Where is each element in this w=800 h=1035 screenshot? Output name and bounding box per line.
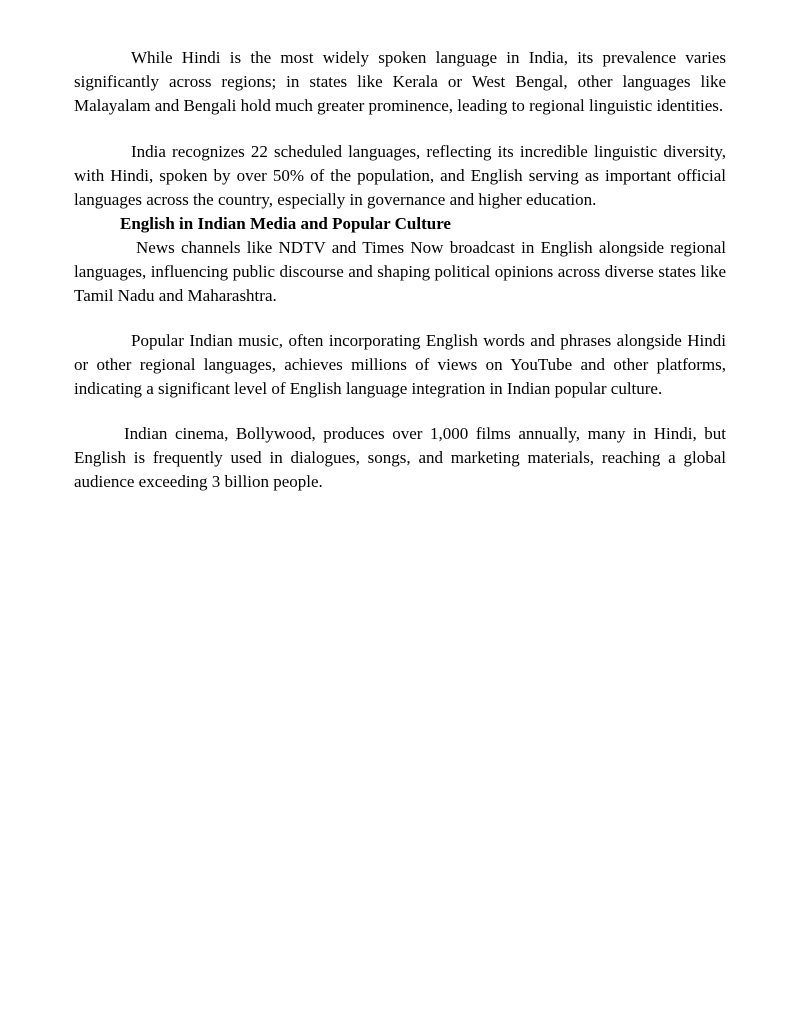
section-heading: English in Indian Media and Popular Culture xyxy=(120,214,451,233)
paragraph-news-channels: News channels like NDTV and Times Now broadcast in English alongside regional languages, influencing public discourse and shaping political opinions across diverse states like Tamil Nadu and Maharashtra. xyxy=(74,238,726,305)
paragraph-hindi-prevalence: While Hindi is the most widely spoken language in India, its prevalence varies significantly across regions; in states like Kerala or West Bengal, other languages like Malayalam and Bengali hold much greater prominence, leading to regional linguistic identities. xyxy=(74,48,726,115)
document-page xyxy=(74,46,726,494)
paragraph-popular-music: Popular Indian music, often incorporating English words and phrases alongside Hindi or other regional languages, achieves millions of views on YouTube and other platforms, indicating a significant level of English language integration in Indian popular culture. xyxy=(74,331,726,398)
paragraph-indian-cinema: Indian cinema, Bollywood, produces over 1,000 films annually, many in Hindi, but English is frequently used in dialogues, songs, and marketing materials, reaching a global audience exceeding 3 billion people. xyxy=(74,424,726,491)
paragraph-scheduled-languages: India recognizes 22 scheduled languages, reflecting its incredible linguistic diversity, with Hindi, spoken by over 50% of the population, and English serving as important official languages across the country, especially in governance and higher education. xyxy=(74,142,726,209)
